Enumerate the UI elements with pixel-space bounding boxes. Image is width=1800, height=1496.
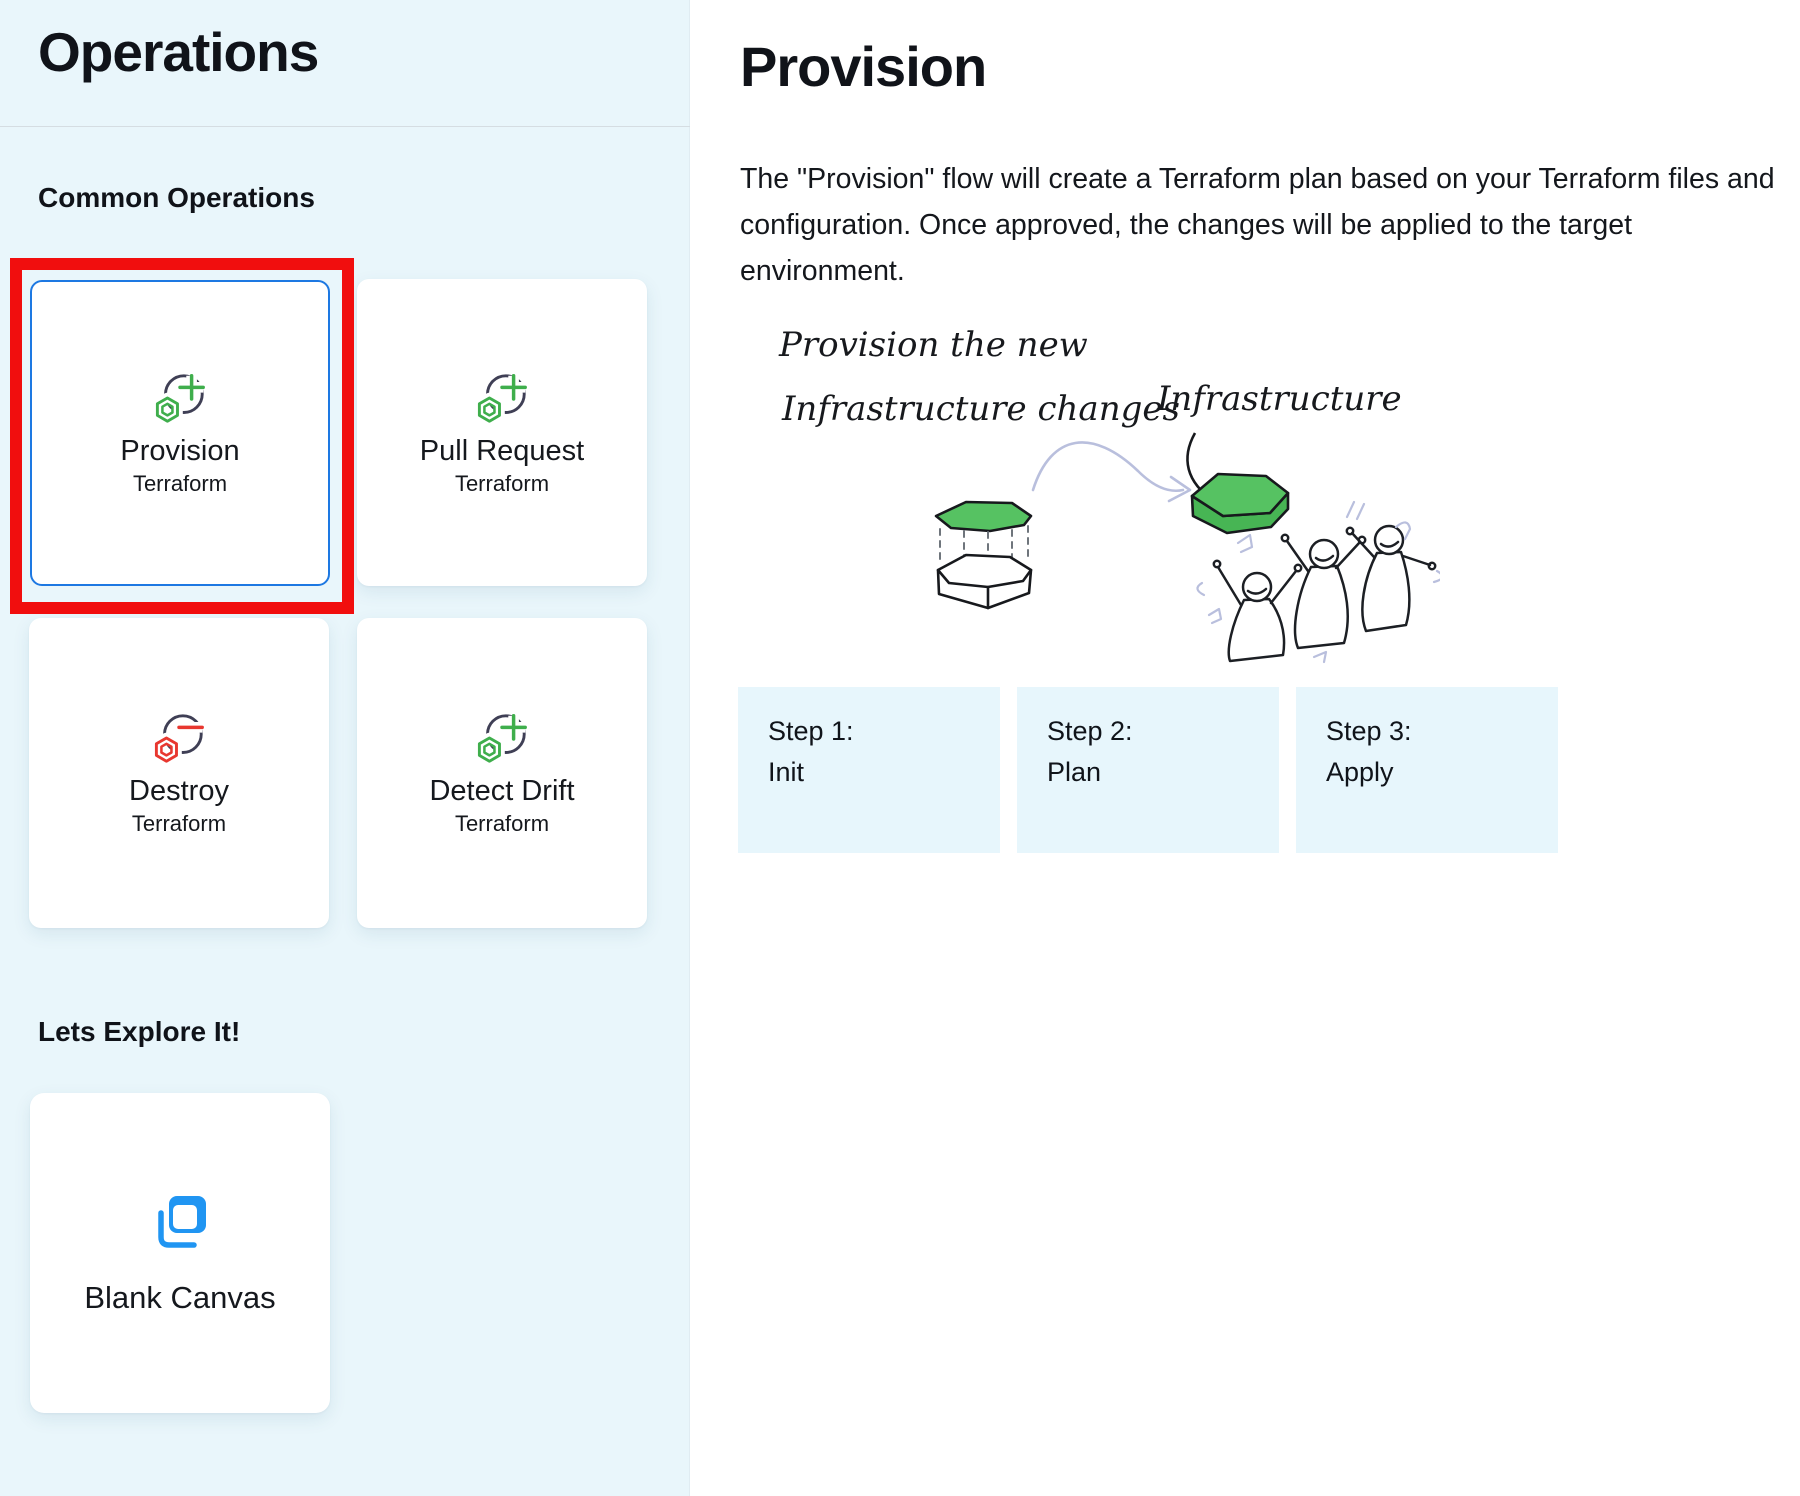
flow-description: The "Provision" flow will create a Terraform plan based on your Terraform files and configuration. Once approved, the changes will be applied to the target environment. xyxy=(740,163,1775,287)
doodle-caption-line1: Provision the new xyxy=(779,325,1088,365)
operation-card-pull-request[interactable] xyxy=(357,279,647,586)
card-content xyxy=(120,369,239,497)
card-sublabel: Terraform xyxy=(131,811,227,836)
card-label: Destroy xyxy=(129,775,229,807)
card-content xyxy=(429,709,574,837)
hexagon-minus-icon xyxy=(150,709,208,767)
card-content xyxy=(84,1190,275,1316)
common-operations-heading: Common Operations xyxy=(38,182,315,213)
step-box-plan xyxy=(1017,687,1279,853)
sidebar-title: Operations xyxy=(38,21,319,83)
step-label: Step 1: xyxy=(768,716,854,746)
celebrating-people-doodle xyxy=(1214,526,1435,661)
step-name: Init xyxy=(768,757,805,787)
card-label: Provision xyxy=(120,435,240,467)
card-sublabel: Terraform xyxy=(454,811,550,836)
operation-card-blank-canvas[interactable] xyxy=(30,1093,330,1413)
step-name: Plan xyxy=(1047,757,1102,787)
doodle-caption-line2: Infrastructure changes xyxy=(782,389,1180,429)
card-sublabel: Terraform xyxy=(132,471,228,496)
card-content xyxy=(420,369,584,497)
blank-canvas-icon xyxy=(148,1190,212,1254)
sidebar-divider xyxy=(0,126,690,127)
curved-arrow-icon xyxy=(1033,442,1190,501)
steps-row xyxy=(738,687,1558,853)
operation-card-detect-drift[interactable] xyxy=(357,618,647,928)
doodle-caption-infrastructure: Infrastructure xyxy=(1157,379,1402,419)
provision-doodle-illustration xyxy=(740,300,1440,670)
card-label: Pull Request xyxy=(419,434,585,467)
card-content xyxy=(129,709,229,837)
step-label: Step 2: xyxy=(1047,716,1133,746)
hexagon-plus-icon xyxy=(473,709,531,767)
step-label: Step 3: xyxy=(1326,716,1412,746)
step-box-apply xyxy=(1296,687,1558,853)
hexagon-plus-icon xyxy=(151,369,209,427)
hexagon-plus-icon xyxy=(473,369,531,427)
card-label: Detect Drift xyxy=(429,775,575,807)
operation-card-destroy[interactable] xyxy=(29,618,329,928)
operation-card-provision[interactable] xyxy=(30,280,330,586)
step-name: Apply xyxy=(1326,757,1394,787)
step-box-init xyxy=(738,687,1000,853)
green-hexagon-doodle xyxy=(1192,474,1288,533)
card-sublabel: Terraform xyxy=(454,470,550,496)
provision-detail-panel xyxy=(690,0,1800,1496)
operations-sidebar xyxy=(0,0,690,1496)
page-title: Provision xyxy=(740,35,987,98)
explore-heading: Lets Explore It! xyxy=(38,1016,241,1047)
ghost-cube-doodle xyxy=(936,502,1031,608)
card-label: Blank Canvas xyxy=(84,1280,276,1315)
